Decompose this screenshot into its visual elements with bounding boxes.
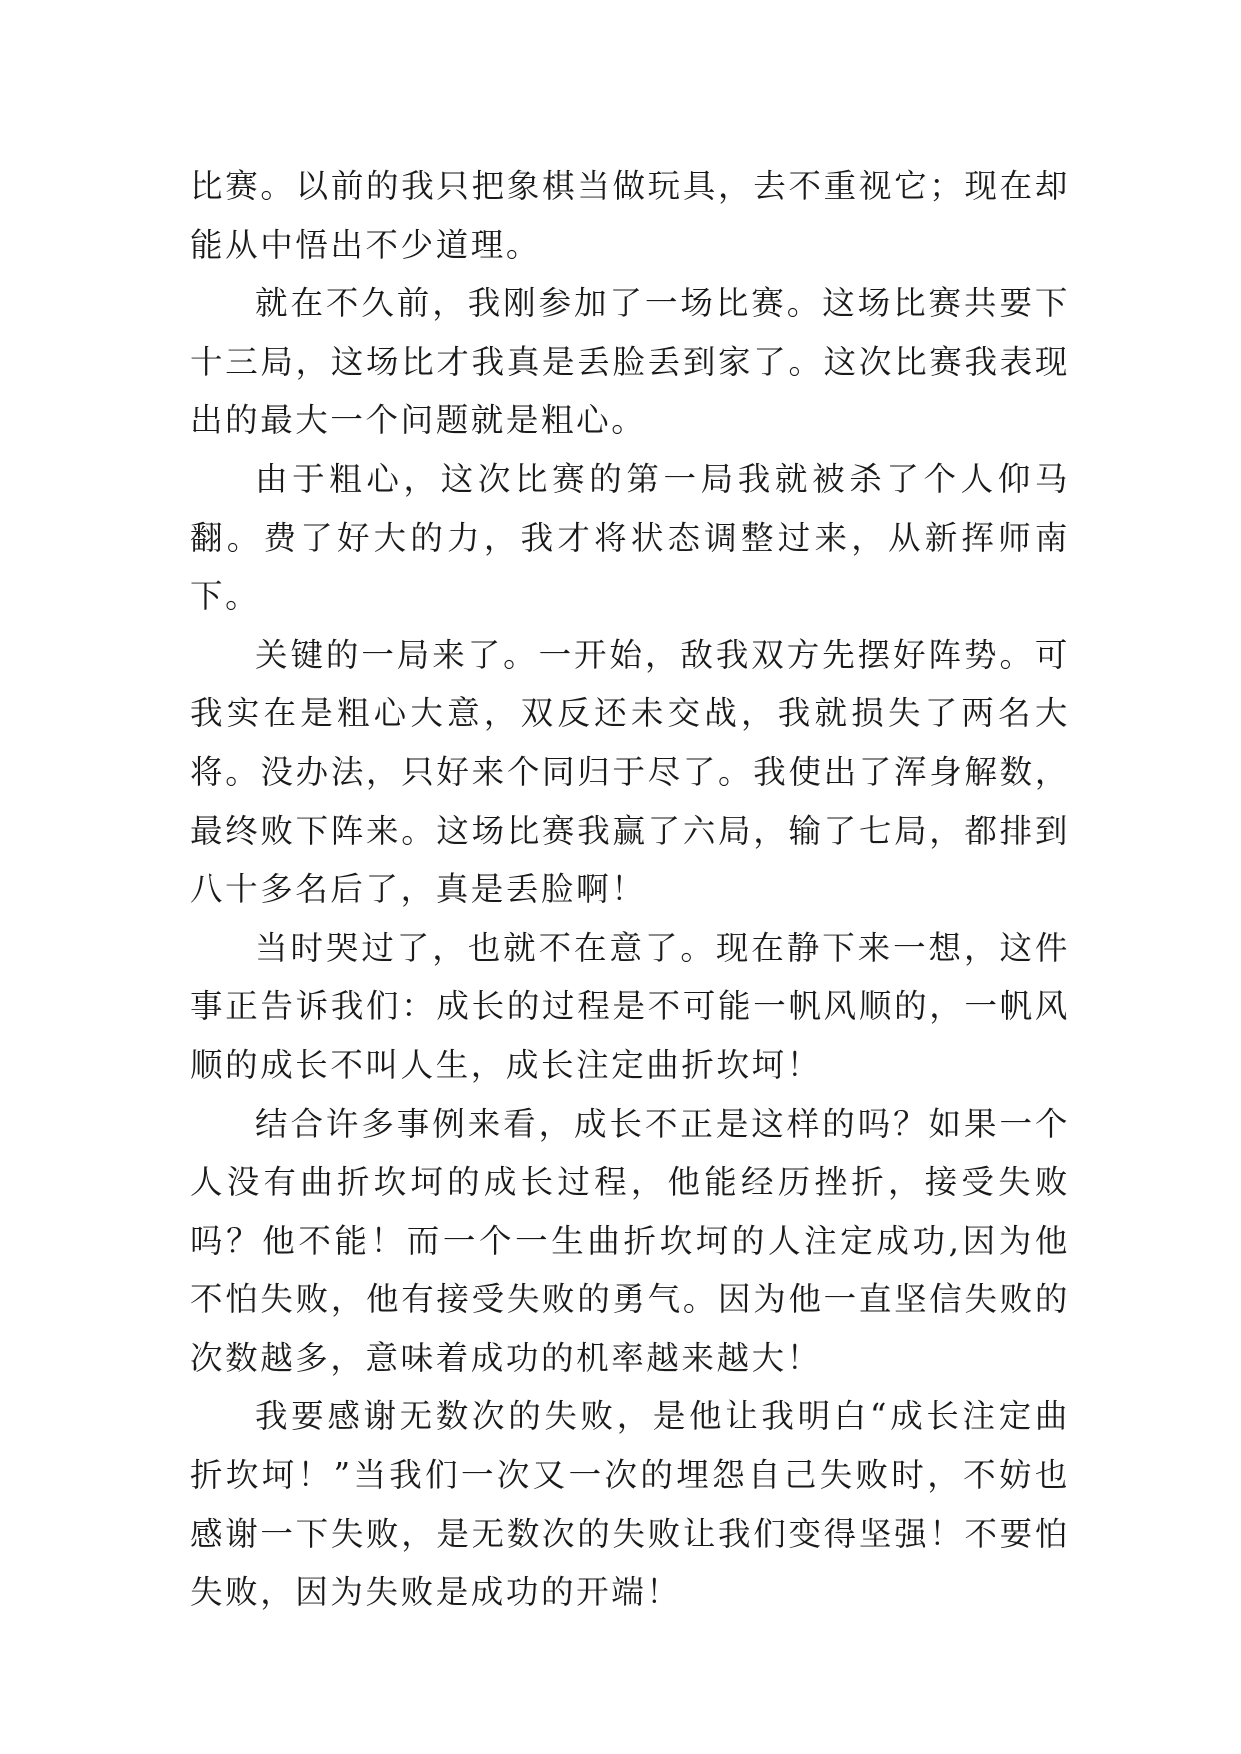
paragraph-7: 我要感谢无数次的失败，是他让我明白“成长注定曲折坎坷！”当我们一次又一次的埋怨自己失败时，不妨也感谢一下失败，是无数次的失败让我们变得坚强！不要怕失败，因为失败是成功的开端！: [190, 1397, 1070, 1612]
paragraph-1: 比赛。以前的我只把象棋当做玩具，去不重视它；现在却能从中悟出不少道理。: [190, 167, 1070, 264]
paragraph-6: 结合许多事例来看，成长不正是这样的吗？如果一个人没有曲折坎坷的成长过程，他能经历挫折，接受失败吗？他不能！而一个一生曲折坎坷的人注定成功,因为他不怕失败，他有接受失败的勇气。因为他一直坚信失败的次数越多，意味着成功的机率越来越大！: [190, 1104, 1070, 1377]
paragraph-3: 由于粗心，这次比赛的第一局我就被杀了个人仰马翻。费了好大的力，我才将状态调整过来，从新挥师南下。: [190, 459, 1070, 616]
essay-body: [190, 157, 1070, 1622]
paragraph-2: 就在不久前，我刚参加了一场比赛。这场比赛共要下十三局，这场比才我真是丢脸丢到家了。这次比赛我表现出的最大一个问题就是粗心。: [190, 284, 1070, 440]
paragraph-5: 当时哭过了，也就不在意了。现在静下来一想，这件事正告诉我们：成长的过程是不可能一帆风顺的，一帆风顺的成长不叫人生，成长注定曲折坎坷！: [190, 928, 1070, 1084]
paragraph-4: 关键的一局来了。一开始，敌我双方先摆好阵势。可我实在是粗心大意，双反还未交战，我就损失了两名大将。没办法，只好来个同归于尽了。我使出了浑身解数，最终败下阵来。这场比赛我赢了六局，输了七局，都排到八十多名后了，真是丢脸啊！: [190, 635, 1070, 909]
